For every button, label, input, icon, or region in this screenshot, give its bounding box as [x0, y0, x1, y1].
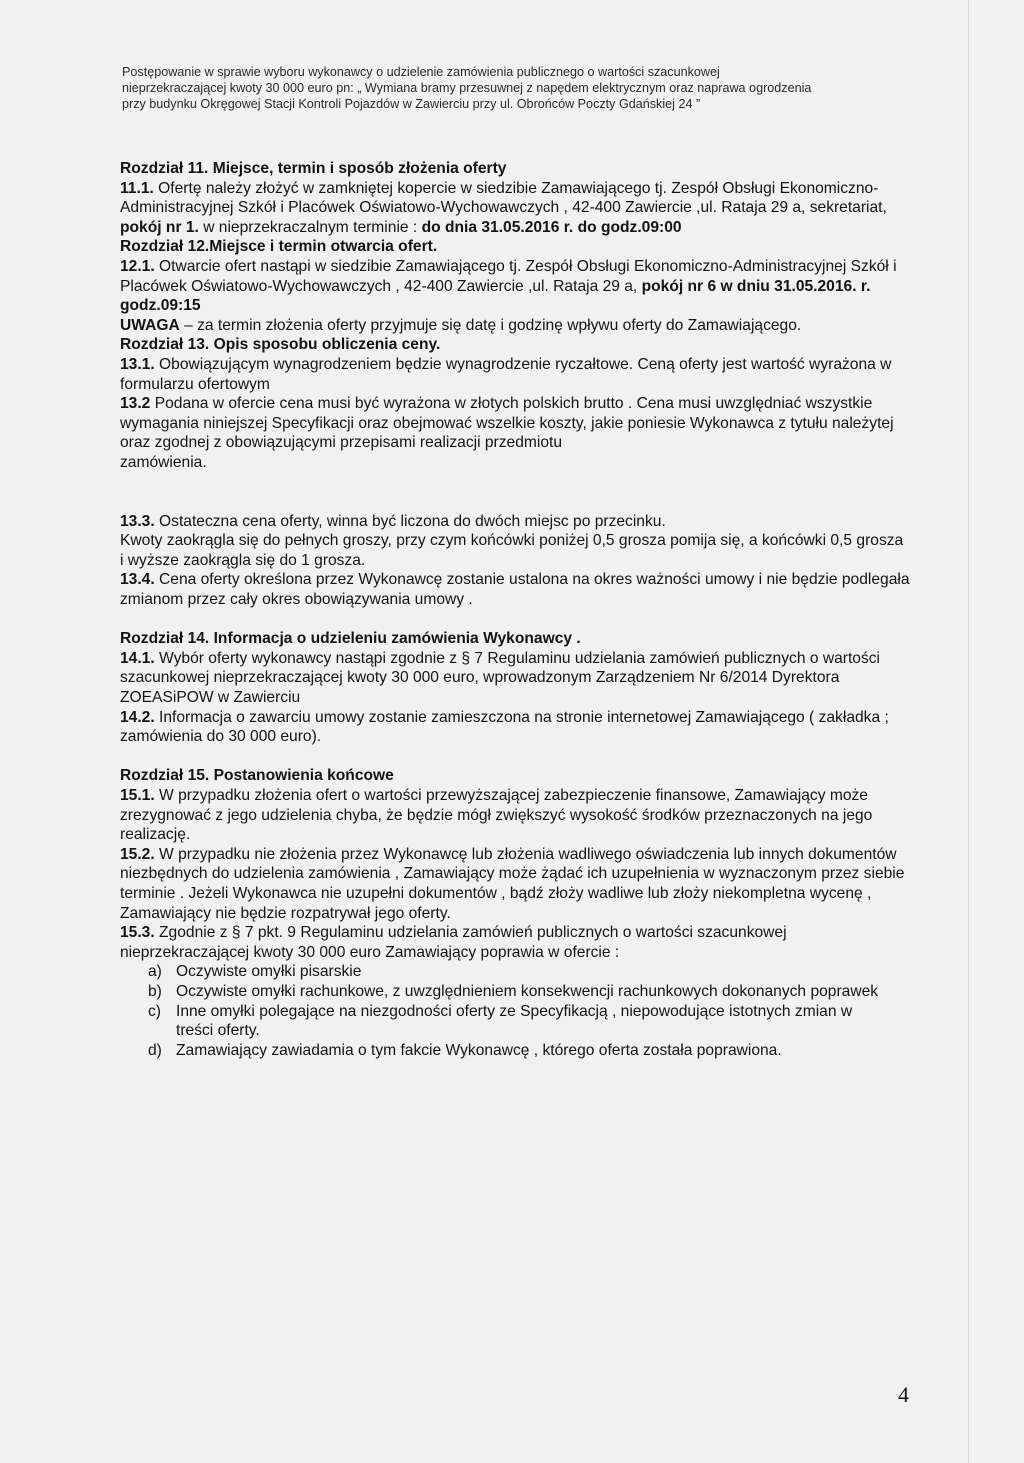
- paragraph-13-3-cont: Kwoty zaokrągla się do pełnych groszy, przy czym końcówki poniżej 0,5 grosza pomija się, a końcówki 0,5 grosza i wyższe zaokrągla się do 1 grosza.: [120, 532, 904, 569]
- paragraph-number: 13.3.: [120, 512, 155, 530]
- paragraph-text: Otwarcie ofert nastąpi w siedzibie Zamawiającego tj. Zespół Obsługi Ekonomiczno-Administracyjnej Szkół i Placówek Oświatowo-Wychowawczych , 42-400 Zawiercie ,ul. Rataja 29 a,: [120, 257, 897, 295]
- paragraph-number: 13.1.: [120, 355, 155, 373]
- paragraph-11-1: [120, 179, 910, 238]
- paragraph-text: Wybór oferty wykonawcy nastąpi zgodnie z § 7 Regulaminu udzielania zamówień publicznych o wartości szacunkowej nieprzekraczającej kwoty 30 000 euro, wprowadzonym Zarządzeniem Nr 6/2014 Dyrektora ZOEASiPOW w Zawierciu: [120, 649, 881, 707]
- uwaga-text: – za termin złożenia oferty przyjmuje się datę i godzinę wpływu oferty do Zamawiającego.: [179, 316, 802, 334]
- paragraph-text: Cena oferty określona przez Wykonawcę zostanie ustalona na okres ważności umowy i nie będzie podlegała zmianom przez cały okres obowiązywania umowy .: [120, 571, 910, 609]
- list-item: [120, 982, 910, 1002]
- paragraph-13-1: [120, 355, 910, 394]
- paragraph-15-3: [120, 923, 910, 962]
- list-item-letter: c): [148, 1002, 161, 1020]
- paragraph-13-4: [120, 570, 910, 609]
- opening-date: pokój nr 6 w dniu 31.05.2016. r. godz.09:15: [120, 277, 871, 315]
- section-12-heading: Rozdział 12.Miejsce i termin otwarcia ofert.: [120, 238, 438, 256]
- paragraph-text: Informacja o zawarciu umowy zostanie zamieszczona na stronie internetowej Zamawiającego ( zakładka ; zamówienia do 30 000 euro).: [120, 708, 889, 746]
- page-number: 4: [898, 1382, 909, 1407]
- document-header: [122, 64, 912, 112]
- paragraph-text: Ofertę należy złożyć w zamkniętej kopercie w siedzibie Zamawiającego tj. Zespół Obsługi Ekonomiczno-Administracyjnej Szkół i Placówek Oświatowo-Wychowawczych , 42-400 Zawiercie ,ul. Rataja 29 a, sekretariat,: [120, 179, 887, 217]
- paragraph-number: 11.1.: [120, 179, 154, 197]
- uwaga-note: [120, 316, 910, 336]
- section-13-heading: Rozdział 13. Opis sposobu obliczenia ceny.: [120, 336, 441, 354]
- paragraph-number: 15.1.: [120, 787, 155, 804]
- list-item: [120, 962, 910, 982]
- list-item-text: Oczywiste omyłki rachunkowe, z uwzględnieniem konsekwencji rachunkowych dokonanych poprawek: [176, 982, 879, 1000]
- paragraph-13-2: [120, 394, 910, 453]
- paragraph-text: Podana w ofercie cena musi być wyrażona w złotych polskich brutto . Cena musi uwzględniać wszystkie wymagania niniejszej Specyfikacji oraz obejmować wszelkie koszty, jakie poniesie Wykonawca z tytułu należytej oraz zgodnej z obowiązującymi przepisami realizacji przedmiotu: [120, 395, 894, 452]
- paragraph-text: Ostateczna cena oferty, winna być liczona do dwóch miejsc po przecinku.: [154, 512, 666, 530]
- paragraph-13-2-tail: zamówienia.: [120, 453, 207, 471]
- list-item: [120, 1041, 910, 1061]
- document-body: [120, 159, 910, 1060]
- list-item: [120, 1002, 910, 1041]
- paragraph-text: W przypadku złożenia ofert o wartości przewyższającej zabezpieczenie finansowe, Zamawiający może zrezygnować z jego udzielenia chyba, że będzie mógł zwiększyć wysokość środków przeznaczonych na jego realizację.: [120, 787, 873, 844]
- spacer: [120, 747, 910, 767]
- paragraph-15-2: [120, 845, 910, 923]
- paragraph-text: Zgodnie z § 7 pkt. 9 Regulaminu udzielania zamówień publicznych o wartości szacunkowej nieprzekraczającej kwoty 30 000 euro Zamawiający poprawia w ofercie :: [120, 924, 787, 961]
- paragraph-number: 14.1.: [120, 649, 155, 667]
- header-line-2: nieprzekraczającej kwoty 30 000 euro pn: „ Wymiana bramy przesuwnej z napędem elektrycznym oraz naprawa ogrodzenia: [122, 81, 812, 95]
- paragraph-number: 15.2.: [120, 845, 155, 863]
- header-line-3: przy budynku Okręgowej Stacji Kontroli Pojazdów w Zawierciu przy ul. Obrońców Poczty Gdańskiej 24 ”: [122, 97, 701, 111]
- room-number: pokój nr 1.: [120, 218, 199, 236]
- paragraph-12-1: [120, 257, 910, 316]
- uwaga-label: UWAGA: [120, 316, 180, 334]
- list-item-letter: b): [148, 982, 162, 1000]
- section-14-heading: Rozdział 14. Informacja o udzieleniu zamówienia Wykonawcy .: [120, 630, 581, 648]
- paragraph-number: 12.1.: [120, 257, 155, 275]
- paragraph-13-3: [120, 512, 910, 532]
- section-11-heading: Rozdział 11. Miejsce, termin i sposób złożenia oferty: [120, 160, 507, 177]
- paragraph-number: 14.2.: [120, 708, 155, 726]
- list-item-text: Inne omyłki polegające na niezgodności oferty ze Specyfikacją , niepowodujące istotnych zmian w treści oferty.: [176, 1002, 853, 1040]
- paragraph-14-1: [120, 649, 910, 708]
- list-item-letter: a): [148, 963, 162, 981]
- spacer: [120, 610, 910, 630]
- paragraph-number: 15.3.: [120, 924, 155, 942]
- paragraph-number: 13.4.: [120, 571, 155, 589]
- list-item-text: Zamawiający zawiadamia o tym fakcie Wykonawcę , którego oferta została poprawiona.: [176, 1041, 782, 1059]
- paragraph-text: Obowiązującym wynagrodzeniem będzie wynagrodzenie ryczałtowe. Ceną oferty jest wartość wyrażona w formularzu ofertowym: [120, 355, 892, 393]
- list-item-letter: d): [148, 1041, 162, 1059]
- paragraph-text: W przypadku nie złożenia przez Wykonawcę lub złożenia wadliwego oświadczenia lub innych dokumentów niezbędnych do udzielenia zamówienia , Zamawiający może żądać ich uzupełnienia w wyznaczonym przez siebie terminie . Jeżeli Wykonawca nie uzupełni dokumentów , bądź złoży wadliwe lub złoży niekompletna wycenę , Zamawiający nie będzie rozpatrywał jego oferty.: [120, 845, 905, 922]
- header-line-1: Postępowanie w sprawie wyboru wykonawcy o udzielenie zamówienia publicznego o wartości szacunkowej: [122, 65, 720, 79]
- section-15-heading: Rozdział 15. Postanowienia końcowe: [120, 767, 394, 785]
- corrections-list: [120, 962, 910, 1060]
- paragraph-text-cont: w nieprzekraczalnym terminie :: [198, 218, 422, 236]
- paragraph-number: 13.2: [120, 395, 151, 413]
- spacer: [120, 473, 910, 493]
- spacer: [120, 492, 910, 512]
- scan-edge-line: [968, 0, 969, 1463]
- paragraph-15-1: [120, 786, 910, 845]
- submission-deadline: do dnia 31.05.2016 r. do godz.09:00: [421, 218, 682, 236]
- list-item-text: Oczywiste omyłki pisarskie: [176, 963, 362, 981]
- paragraph-14-2: [120, 708, 910, 747]
